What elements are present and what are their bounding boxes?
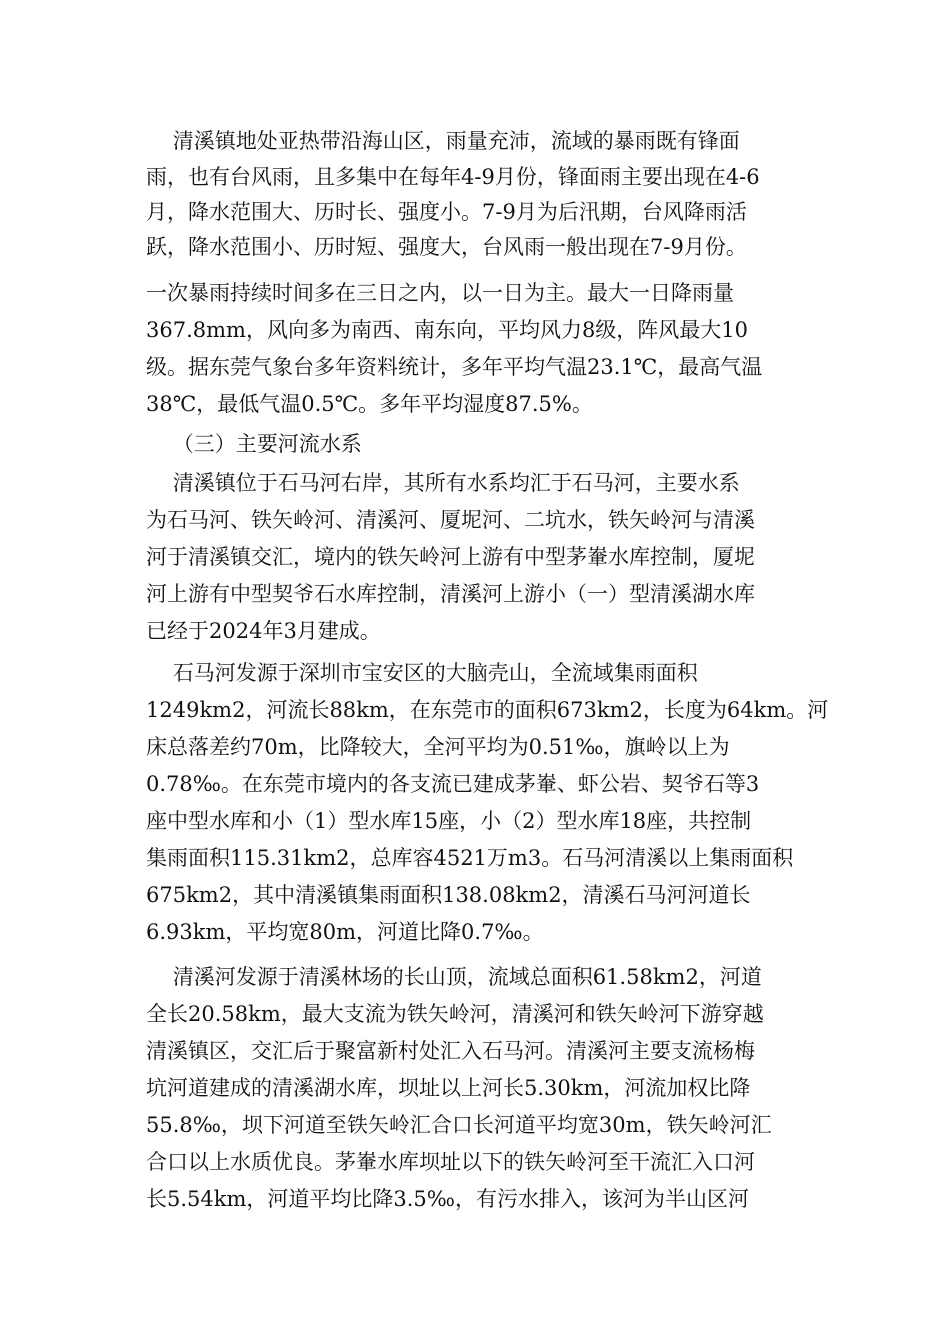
text-line: 级。据东莞气象台多年资料统计，多年平均气温23.1℃，最高气温 [146, 355, 763, 379]
text-line: 床总落差约70m，比降较大，全河平均为0.51‰，旗岭以上为 [146, 735, 730, 759]
text-line: 座中型水库和小（1）型水库15座，小（2）型水库18座，共控制 [146, 809, 752, 833]
text-line: 55.8‰，坝下河道至铁矢岭汇合口长河道平均宽30m，铁矢岭河汇 [146, 1113, 772, 1137]
text-line: 集雨面积115.31km2，总库容4521万m3。石马河清溪以上集雨面积 [146, 846, 794, 870]
text-line: 0.78‰。在东莞市境内的各支流已建成茅輋、虾公岩、契爷石等3 [146, 772, 760, 796]
section-heading: （三）主要河流水系 [146, 432, 362, 456]
text-line: 清溪镇区，交汇后于聚富新村处汇入石马河。清溪河主要支流杨梅 [146, 1039, 755, 1063]
text-line: 675km2，其中清溪镇集雨面积138.08km2，清溪石马河河道长 [146, 883, 751, 907]
text-line: 367.8mm，风向多为南西、南东向，平均风力8级，阵风最大10 [146, 318, 749, 342]
text-line: 坑河道建成的清溪湖水库，坝址以上河长5.30km，河流加权比降 [146, 1076, 751, 1100]
text-line: 河于清溪镇交汇，境内的铁矢岭河上游有中型茅輋水库控制，厦坭 [146, 545, 755, 569]
text-line: 6.93km，平均宽80m，河道比降0.7‰。 [146, 920, 544, 944]
text-line: 清溪镇地处亚热带沿海山区，雨量充沛，流域的暴雨既有锋面 [146, 129, 740, 153]
text-line: 合口以上水质优良。茅輋水库坝址以下的铁矢岭河至干流汇入口河 [146, 1150, 755, 1174]
text-line: 一次暴雨持续时间多在三日之内，以一日为主。最大一日降雨量 [146, 281, 734, 305]
text-line: 月，降水范围大、历时长、强度小。7-9月为后汛期，台风降雨活 [146, 200, 747, 224]
text-line: 已经于2024年3月建成。 [146, 619, 381, 643]
text-line: 全长20.58km，最大支流为铁矢岭河，清溪河和铁矢岭河下游穿越 [146, 1002, 764, 1026]
text-line: 38℃，最低气温0.5℃。多年平均湿度87.5%。 [146, 392, 593, 416]
text-line: 长5.54km，河道平均比降3.5‰，有污水排入，该河为半山区河 [146, 1187, 749, 1211]
text-line: 1249km2，河流长88km，在东莞市的面积673km2，长度为64km。河 [146, 698, 829, 722]
text-line: 清溪河发源于清溪林场的长山顶，流域总面积61.58km2，河道 [146, 965, 762, 989]
text-line: 清溪镇位于石马河右岸，其所有水系均汇于石马河，主要水系 [146, 471, 740, 495]
text-line: 为石马河、铁矢岭河、清溪河、厦坭河、二坑水，铁矢岭河与清溪 [146, 508, 755, 532]
text-line: 石马河发源于深圳市宝安区的大脑壳山，全流域集雨面积 [146, 661, 698, 685]
text-line: 跃，降水范围小、历时短、强度大，台风雨一般出现在7-9月份。 [146, 235, 747, 259]
text-line: 河上游有中型契爷石水库控制，清溪河上游小（一）型清溪湖水库 [146, 582, 755, 606]
text-line: 雨，也有台风雨，且多集中在每年4-9月份，锋面雨主要出现在4-6 [146, 165, 760, 189]
